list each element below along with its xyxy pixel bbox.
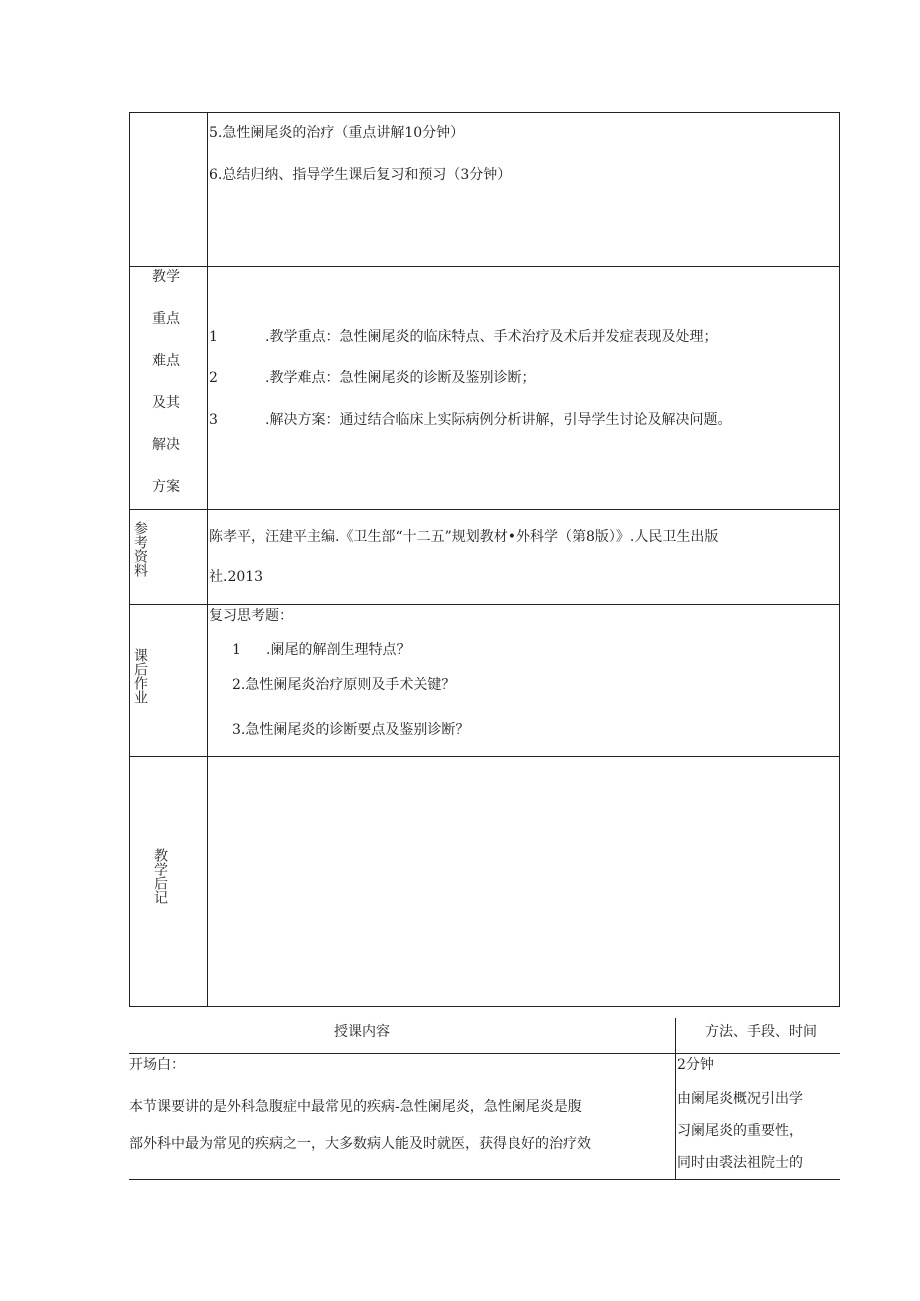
row-divider-3 <box>129 604 840 605</box>
method-line: 由阑尾炎概况引出学 <box>677 1091 803 1107</box>
row3-reference-line: 陈孝平，汪建平主编.《卫生部“十二五”规划教材•外科学（第8版）》.人民卫生出版 <box>209 529 719 545</box>
table-right-border <box>839 112 840 1007</box>
row2-label-line: 难点 <box>152 353 180 369</box>
row1-item-5: 5.急性阑尾炎的治疗（重点讲解10分钟） <box>209 125 465 141</box>
method-line: 同时由裘法祖院士的 <box>677 1155 803 1171</box>
row4-item-3: 3.急性阑尾炎的诊断要点及鉴别诊断？ <box>232 722 470 738</box>
content-line: 部外科中最为常见的疾病之一，大多数病人能及时就医，获得良好的治疗效 <box>129 1136 591 1152</box>
table-top-border <box>129 112 840 113</box>
item-text: .阑尾的解剖生理特点？ <box>266 642 411 658</box>
row-divider-1 <box>129 266 840 267</box>
item-text: .教学难点：急性阑尾炎的诊断及鉴别诊断； <box>265 370 536 386</box>
row-divider-2 <box>129 509 840 510</box>
row3-reference-line: 社.2013 <box>209 569 264 585</box>
item-text: .教学重点：急性阑尾炎的临床特点、手术治疗及术后并发症表现及处理； <box>265 329 718 345</box>
row5-label: 教学后记 <box>152 848 168 904</box>
content-line: 开场白： <box>129 1057 185 1073</box>
row2-label-line: 方案 <box>152 479 180 495</box>
lower-column-divider <box>675 1018 676 1180</box>
row2-label-line: 重点 <box>152 311 180 327</box>
row2-label-line: 解决 <box>152 437 180 453</box>
lower-bottom-border <box>129 1179 840 1180</box>
method-line: 习阑尾炎的重要性， <box>677 1123 803 1139</box>
item-number: 1 <box>232 642 241 658</box>
lower-header-content: 授课内容 <box>334 1024 390 1040</box>
item-text: .解决方案：通过结合临床上实际病例分析讲解，引导学生讨论及解决问题。 <box>265 412 732 428</box>
lower-header-method: 方法、手段、时间 <box>705 1024 817 1040</box>
row-divider-4 <box>129 756 840 757</box>
row2-item-3 <box>209 411 731 429</box>
method-line: 2分钟 <box>677 1057 714 1073</box>
row1-item-6: 6.总结归纳、指导学生课后复习和预习（3分钟） <box>209 167 512 183</box>
label-column-divider <box>207 112 208 1007</box>
item-number: 2 <box>209 370 218 386</box>
lower-header-divider <box>129 1053 840 1054</box>
row4-item-1 <box>232 641 410 659</box>
table-left-border <box>129 112 130 1007</box>
item-number: 1 <box>209 329 218 345</box>
table-bottom-border <box>129 1006 840 1007</box>
row3-label: 参考资料 <box>132 521 148 577</box>
row4-label: 课后作业 <box>132 648 148 704</box>
row2-label-line: 及其 <box>152 395 180 411</box>
row2-label-line: 教学 <box>152 269 180 285</box>
row2-item-2 <box>209 369 535 387</box>
row2-item-1 <box>209 328 717 346</box>
item-number: 3 <box>209 412 218 428</box>
content-line: 本节课要讲的是外科急腹症中最常见的疾病-急性阑尾炎，急性阑尾炎是腹 <box>129 1099 582 1115</box>
row4-item-2: 2.急性阑尾炎治疗原则及手术关键？ <box>232 677 456 693</box>
row4-heading: 复习思考题： <box>209 608 293 624</box>
